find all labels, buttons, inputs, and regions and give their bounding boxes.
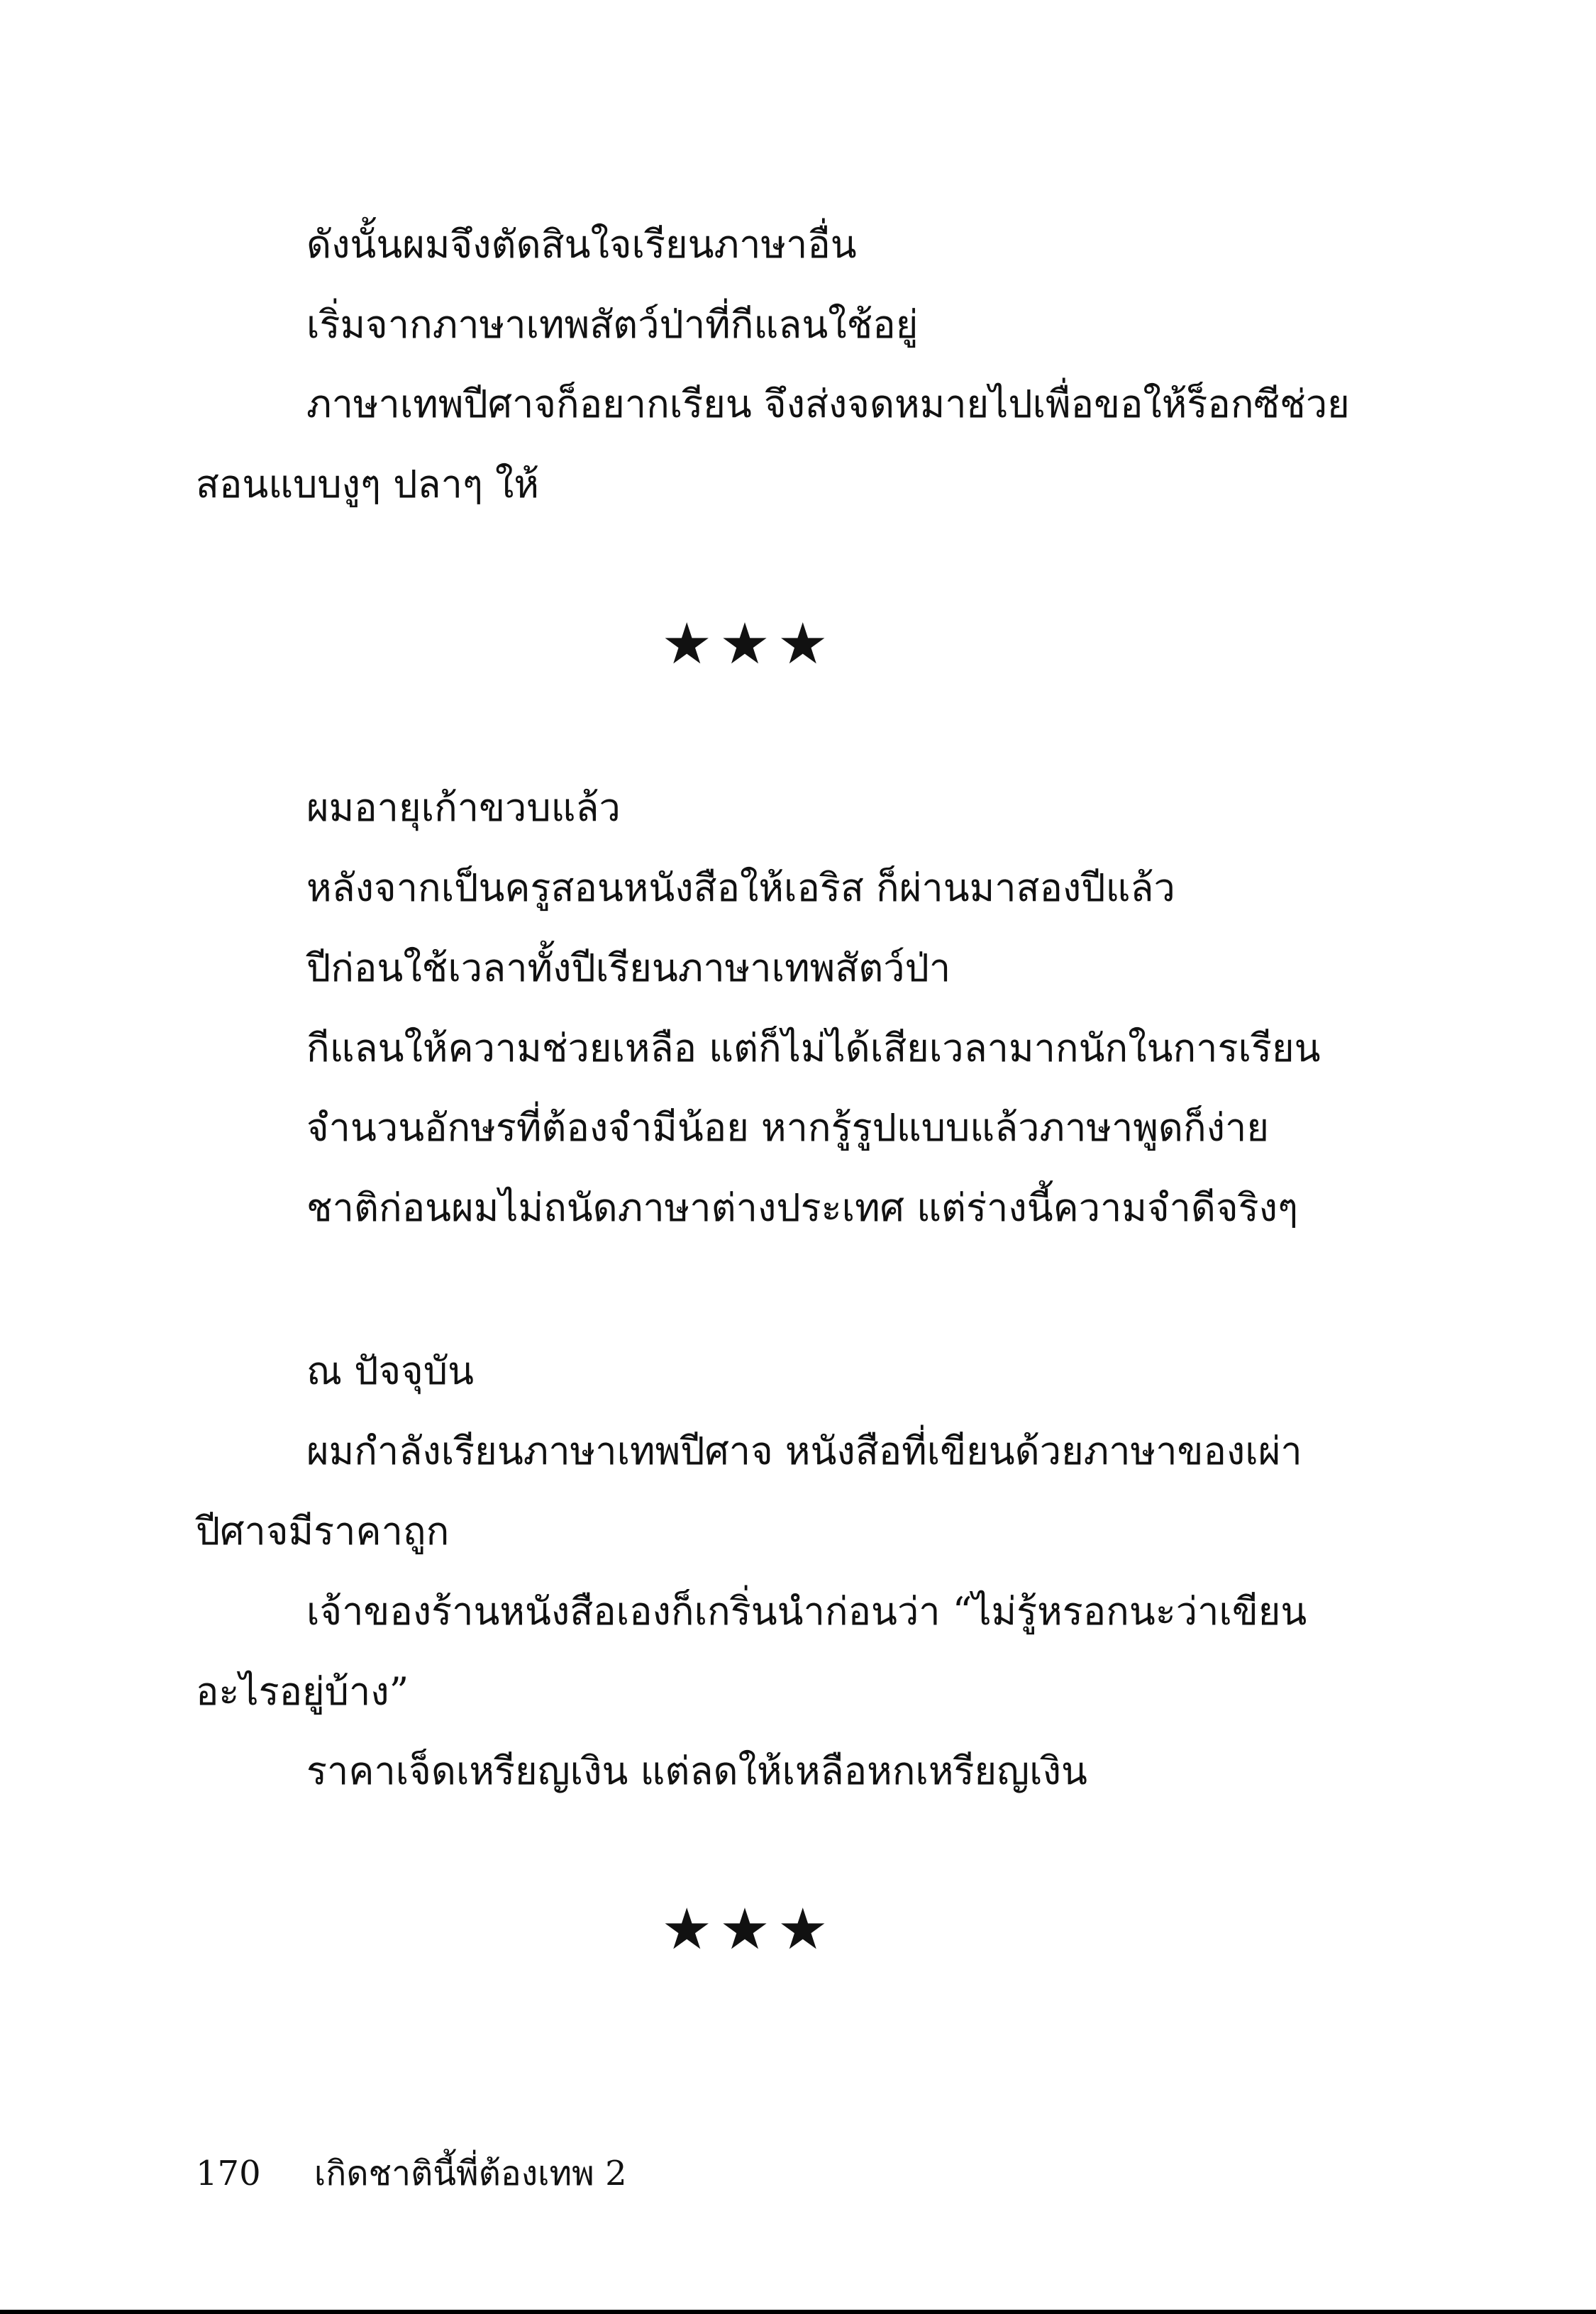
paragraph-line: ผมอายุเก้าขวบแล้ว — [306, 785, 621, 830]
paragraph-line: สอนแบบงูๆ ปลาๆ ให้ — [196, 462, 540, 506]
page-footer — [196, 2154, 627, 2193]
paragraph-line: ปีศาจมีราคาถูก — [196, 1509, 450, 1554]
paragraph-line: จำนวนอักษรที่ต้องจำมีน้อย หากรู้รูปแบบแล้วภาษาพูดก็ง่าย — [306, 1105, 1270, 1150]
paragraph-line: ณ ปัจจุบัน — [306, 1349, 475, 1393]
paragraph-line: อะไรอยู่บ้าง” — [196, 1669, 409, 1714]
book-title: เกิดชาตินี้พี่ต้องเทพ 2 — [314, 2154, 627, 2193]
paragraph-line: ภาษาเทพปีศาจก็อยากเรียน จึงส่งจดหมายไปเพื่อขอให้ร็อกซีช่วย — [306, 382, 1350, 426]
page-number: 170 — [196, 2154, 261, 2193]
paragraph-line: ปีก่อนใช้เวลาทั้งปีเรียนภาษาเทพสัตว์ป่า — [306, 946, 951, 990]
paragraph-line: เริ่มจากภาษาเทพสัตว์ป่าที่กีแลนใช้อยู่ — [306, 302, 919, 347]
paragraph-line: เจ้าของร้านหนังสือเองก็เกริ่นนำก่อนว่า “ไม่รู้หรอกนะว่าเขียน — [306, 1589, 1307, 1634]
paragraph-line: ผมกำลังเรียนภาษาเทพปีศาจ หนังสือที่เขียนด้วยภาษาของเผ่า — [306, 1429, 1302, 1473]
paragraph-line: ราคาเจ็ดเหรียญเงิน แต่ลดให้เหลือหกเหรียญเงิน — [306, 1749, 1087, 1793]
page-bottom-edge — [0, 2310, 1596, 2314]
paragraph-line: ชาติก่อนผมไม่ถนัดภาษาต่างประเทศ แต่ร่างนี้ความจำดีจริงๆ — [306, 1185, 1299, 1230]
paragraph-line: กีแลนให้ความช่วยเหลือ แต่ก็ไม่ได้เสียเวลามากนักในการเรียน — [306, 1026, 1321, 1070]
section-separator: ★★★ — [661, 611, 836, 677]
paragraph-line: หลังจากเป็นครูสอนหนังสือให้เอริส ก็ผ่านมาสองปีแล้ว — [306, 865, 1175, 910]
paragraph-line: ดังนั้นผมจึงตัดสินใจเรียนภาษาอื่น — [306, 222, 857, 267]
section-separator: ★★★ — [661, 1896, 836, 1962]
